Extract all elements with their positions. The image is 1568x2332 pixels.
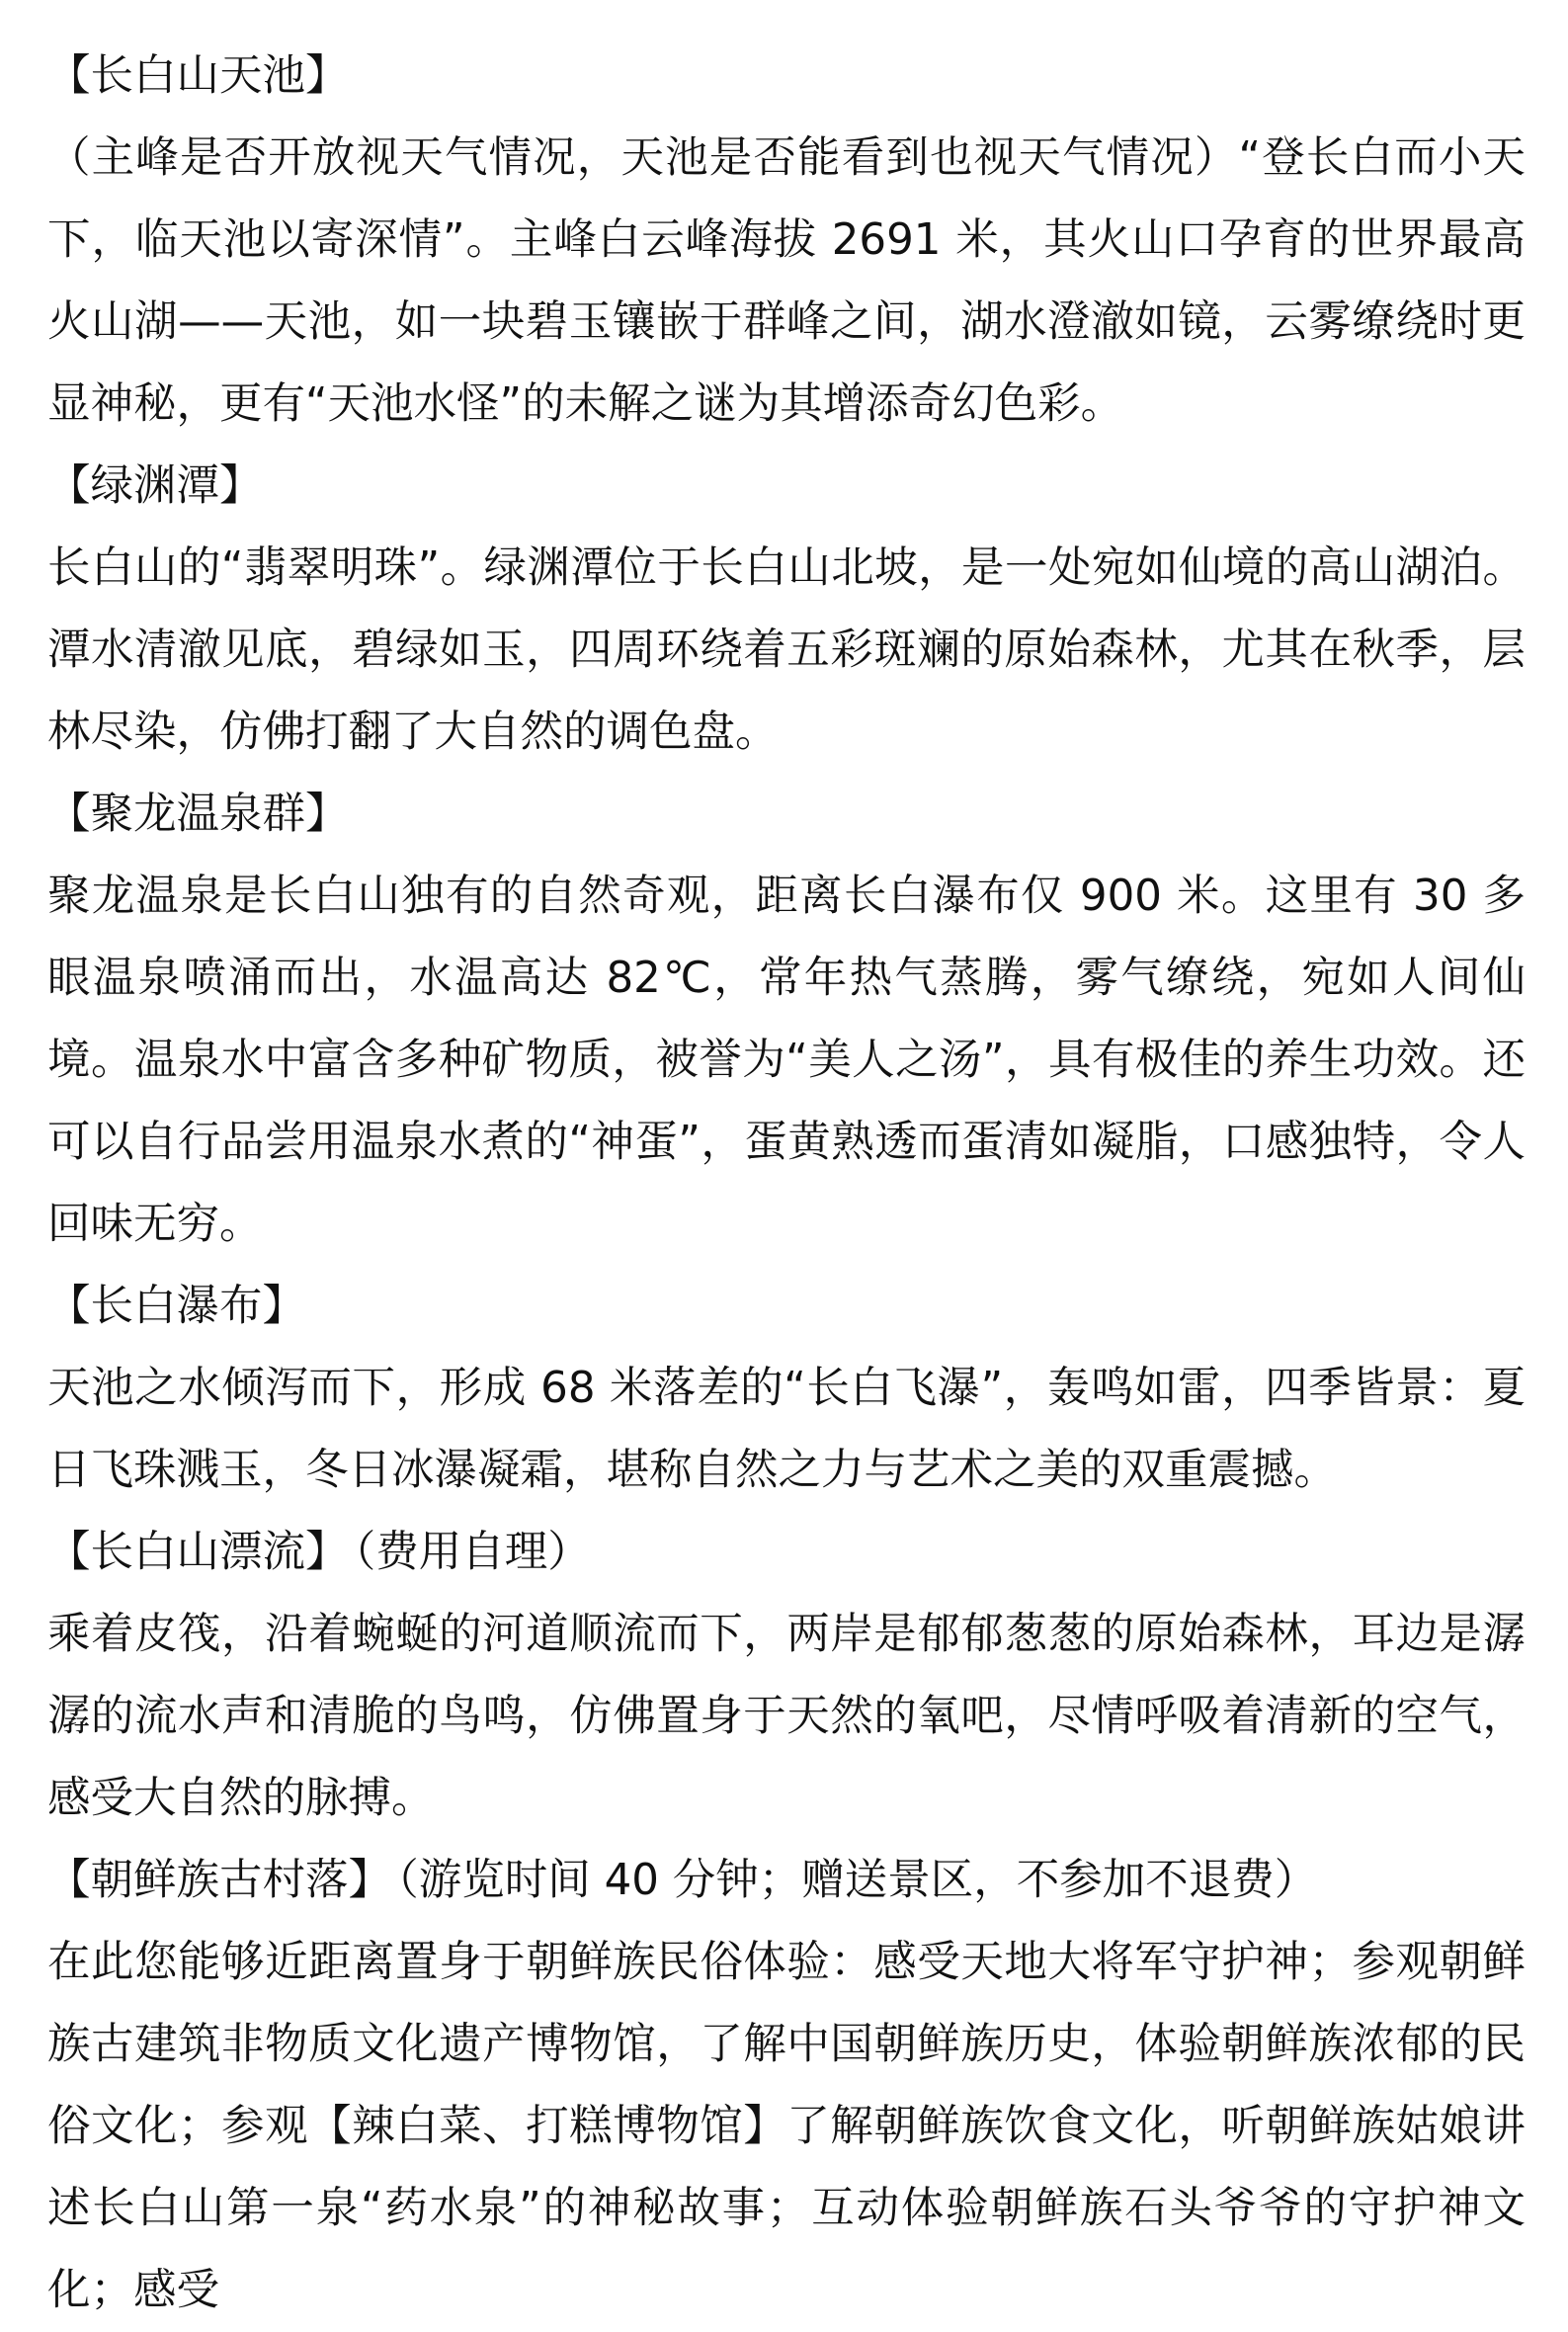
- section-body-tianchi: （主峰是否开放视天气情况，天池是否能看到也视天气情况）“登长白而小天下，临天池以寄深情”。主峰白云峰海拔 2691 米，其火山口孕育的世界最高火山湖——天池，如一块碧玉镶嵌于群峰之间，湖水澄澈如镜，云雾缭绕时更显神秘，更有“天池水怪”的未解之谜为其增添奇幻色彩。: [47, 133, 1526, 429]
- heading-note: （费用自理）: [354, 1528, 591, 1577]
- section-body-julong-hot-springs: 聚龙温泉是长白山独有的自然奇观，距离长白瀑布仅 900 米。这里有 30 多眼温泉喷涌而出，水温高达 82℃，常年热气蒸腾，雾气缭绕，宛如人间仙境。温泉水中富含多种矿物质，被誉为“美人之汤”，具有极佳的养生功效。还可以自行品尝用温泉水煮的“神蛋”，蛋黄熟透而蛋清如凝脂，口感独特，令人回味无穷。: [47, 872, 1526, 1249]
- heading-text: 【聚龙温泉群】: [47, 790, 349, 839]
- section-heading-tianchi: [47, 36, 1526, 118]
- section-heading-changbai-waterfall: [47, 1266, 1526, 1348]
- section-heading-rafting: [47, 1512, 1526, 1594]
- section-heading-lvyuantan: [47, 446, 1526, 528]
- document-page: [47, 36, 1526, 2332]
- heading-text: 【长白瀑布】: [47, 1282, 305, 1331]
- heading-text: 【绿渊潭】: [47, 461, 263, 511]
- section-heading-korean-village: [47, 1840, 1526, 1922]
- section-body-korean-village: 在此您能够近距离置身于朝鲜族民俗体验：感受天地大将军守护神；参观朝鲜族古建筑非物质文化遗产博物馆，了解中国朝鲜族历史，体验朝鲜族浓郁的民俗文化；参观【辣白菜、打糕博物馆】了解朝鲜族饮食文化，听朝鲜族姑娘讲述长白山第一泉“药水泉”的神秘故事；互动体验朝鲜族石头爷爷的守护神文化；感受: [47, 1938, 1526, 2315]
- section-body-changbai-waterfall: 天池之水倾泻而下，形成 68 米落差的“长白飞瀑”，轰鸣如雷，四季皆景：夏日飞珠溅玉，冬日冰瀑凝霜，堪称自然之力与艺术之美的双重震撼。: [47, 1364, 1526, 1495]
- heading-text: 【长白山漂流】: [47, 1528, 349, 1577]
- heading-text: 【长白山天池】: [47, 51, 349, 101]
- section-body-rafting: 乘着皮筏，沿着蜿蜒的河道顺流而下，两岸是郁郁葱葱的原始森林，耳边是潺潺的流水声和清脆的鸟鸣，仿佛置身于天然的氧吧，尽情呼吸着清新的空气，感受大自然的脉搏。: [47, 1610, 1526, 1823]
- heading-text: 【朝鲜族古村落】: [47, 1856, 391, 1905]
- heading-note: （游览时间 40 分钟；赠送景区，不参加不退费）: [397, 1856, 1318, 1905]
- section-heading-julong-hot-springs: [47, 774, 1526, 856]
- section-body-lvyuantan: 长白山的“翡翠明珠”。绿渊潭位于长白山北坡，是一处宛如仙境的高山湖泊。潭水清澈见底，碧绿如玉，四周环绕着五彩斑斓的原始森林，尤其在秋季，层林尽染，仿佛打翻了大自然的调色盘。: [47, 543, 1526, 757]
